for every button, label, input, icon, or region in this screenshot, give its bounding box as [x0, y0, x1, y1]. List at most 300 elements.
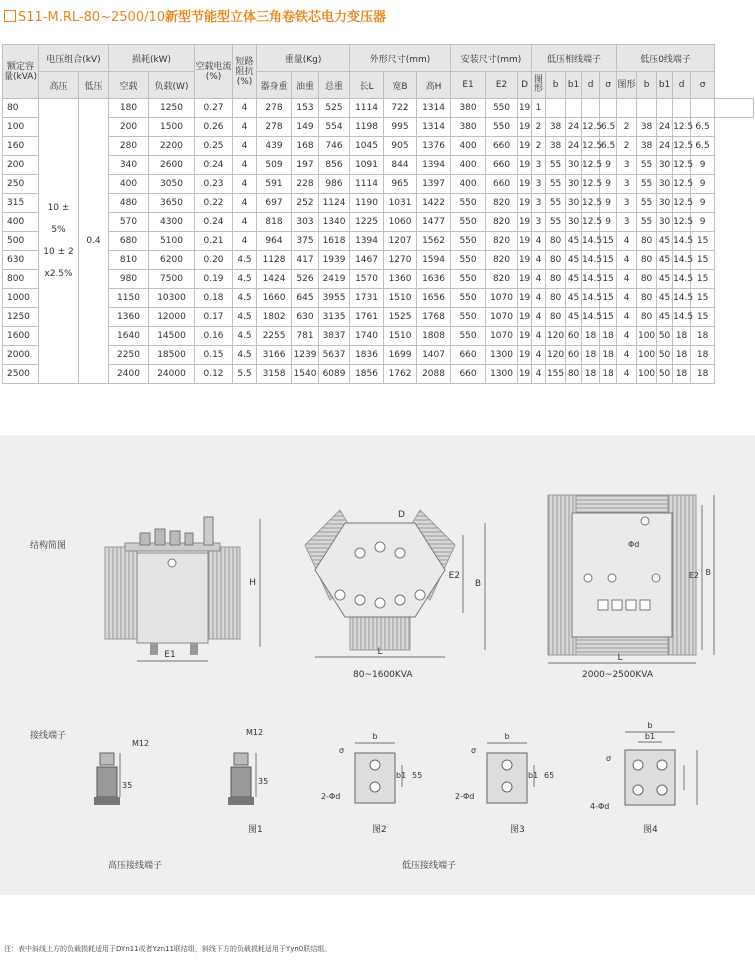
- table-cell: 660: [486, 175, 518, 194]
- table-cell: 2500: [3, 365, 39, 384]
- table-cell: 500: [3, 232, 39, 251]
- table-cell: 800: [3, 270, 39, 289]
- table-cell: 12.5: [582, 213, 600, 232]
- dim-35-label-2: 35: [258, 777, 269, 786]
- th-hei: 高H: [417, 72, 451, 99]
- th-e2: E2: [486, 72, 518, 99]
- table-cell: 1740: [350, 327, 384, 346]
- table-cell: 3955: [319, 289, 350, 308]
- table-cell: 1500: [149, 118, 195, 137]
- th-oil: 油重: [292, 72, 319, 99]
- table-cell: 0.24: [195, 156, 233, 175]
- table-cell: 4: [617, 289, 637, 308]
- table-cell: 15: [691, 232, 715, 251]
- table-cell: 2: [532, 137, 546, 156]
- table-cell: 3: [617, 194, 637, 213]
- th-dd: d: [582, 72, 600, 99]
- table-cell: 38: [546, 118, 566, 137]
- table-cell: 18: [691, 365, 715, 384]
- table-cell: 24: [566, 137, 582, 156]
- table-cell: 18500: [149, 346, 195, 365]
- table-cell: 3135: [319, 308, 350, 327]
- table-cell: 12000: [149, 308, 195, 327]
- table-cell: 1407: [417, 346, 451, 365]
- table-cell: 45: [566, 308, 582, 327]
- table-cell: 4.5: [233, 346, 257, 365]
- table-cell: 2: [617, 137, 637, 156]
- table-cell: 550: [451, 308, 486, 327]
- th-body: 器身重: [257, 72, 292, 99]
- table-cell: 0.19: [195, 270, 233, 289]
- th-b: b: [546, 72, 566, 99]
- terminal-label: 接线端子: [30, 731, 67, 741]
- table-cell: 1570: [350, 270, 384, 289]
- th-total: 总重: [319, 72, 350, 99]
- dim-b-label-2: B: [705, 568, 711, 577]
- table-cell: 630: [3, 251, 39, 270]
- table-cell: 4.5: [233, 251, 257, 270]
- table-cell: 1394: [350, 232, 384, 251]
- lv-terminal-fig3-drawing: [487, 743, 534, 803]
- dim-65-label: 65: [544, 771, 555, 780]
- table-cell: 100: [637, 346, 657, 365]
- table-cell: 1250: [3, 308, 39, 327]
- table-cell: 2400: [109, 365, 149, 384]
- dim-2phid-label-fig3: 2-Φd: [455, 792, 475, 801]
- table-cell: 55: [546, 213, 566, 232]
- table-cell: 781: [292, 327, 319, 346]
- table-cell: 4: [233, 213, 257, 232]
- table-cell: 5.5: [233, 365, 257, 384]
- table-cell: 400: [451, 175, 486, 194]
- table-cell: 550: [451, 327, 486, 346]
- table-cell: 4: [617, 270, 637, 289]
- dim-b-label-fig3: b: [504, 732, 510, 741]
- table-cell: 9: [691, 194, 715, 213]
- table-cell: 1360: [384, 270, 417, 289]
- table-cell: 6.5: [600, 137, 617, 156]
- table-cell: 844: [384, 156, 417, 175]
- table-cell: 1525: [384, 308, 417, 327]
- table-cell: [546, 99, 566, 118]
- th-b-0: b: [637, 72, 657, 99]
- table-cell: 697: [257, 194, 292, 213]
- dim-b-label-1: B: [474, 579, 481, 589]
- th-load: 负载(W): [149, 72, 195, 99]
- table-cell: 2088: [417, 365, 451, 384]
- checkbox-icon: [4, 10, 16, 22]
- table-cell: 9: [691, 175, 715, 194]
- table-cell: 6.5: [600, 118, 617, 137]
- table-cell: 1594: [417, 251, 451, 270]
- table-cell: 1510: [384, 327, 417, 346]
- table-cell: 1070: [486, 327, 518, 346]
- table-cell: 38: [637, 118, 657, 137]
- table-cell: 400: [451, 137, 486, 156]
- table-cell: 45: [657, 251, 673, 270]
- table-cell: 80: [637, 270, 657, 289]
- table-cell: 19: [518, 308, 532, 327]
- table-cell: 2000: [3, 346, 39, 365]
- table-row: [3, 137, 754, 156]
- table-cell: 45: [657, 289, 673, 308]
- table-cell: 722: [384, 99, 417, 118]
- table-cell: 19: [518, 213, 532, 232]
- table-cell: 3: [617, 175, 637, 194]
- table-cell: 660: [486, 156, 518, 175]
- lv-terminal-fig2-drawing: [355, 743, 402, 803]
- range-label-1: 80~1600KVA: [353, 670, 413, 680]
- table-cell: 375: [292, 232, 319, 251]
- structure-label: 结构简图: [30, 541, 67, 551]
- table-cell: 55: [546, 156, 566, 175]
- table-cell: 4: [233, 137, 257, 156]
- dim-phid-label: Φd: [628, 540, 640, 549]
- dim-4phid-label: 4-Φd: [590, 802, 610, 811]
- table-cell: 1070: [486, 308, 518, 327]
- table-cell: 12.5: [582, 118, 600, 137]
- dim-sigma-label-fig4: σ: [606, 754, 612, 763]
- hv-terminal-label: 高压接线端子: [108, 861, 163, 871]
- table-cell: 2419: [319, 270, 350, 289]
- th-hv: 高压: [39, 72, 79, 99]
- table-cell: 30: [657, 156, 673, 175]
- table-cell: 55: [546, 175, 566, 194]
- table-cell: 120: [546, 346, 566, 365]
- table-cell: [673, 99, 691, 118]
- table-cell: 4: [617, 232, 637, 251]
- th-dd-0: d: [673, 72, 691, 99]
- table-cell: 1636: [417, 270, 451, 289]
- dim-2phid-label-fig2: 2-Φd: [321, 792, 341, 801]
- table-cell: 80: [3, 99, 39, 118]
- table-cell: 55: [637, 213, 657, 232]
- table-cell: 1124: [319, 194, 350, 213]
- table-cell: 526: [292, 270, 319, 289]
- table-cell: 1761: [350, 308, 384, 327]
- table-cell: 228: [292, 175, 319, 194]
- table-cell: [715, 99, 754, 118]
- table-cell: 400: [3, 213, 39, 232]
- table-cell: 591: [257, 175, 292, 194]
- table-cell: 80: [637, 251, 657, 270]
- table-cell: 19: [518, 365, 532, 384]
- table-cell: 1660: [257, 289, 292, 308]
- hv-voltage-hv1: 10 ±: [47, 203, 70, 213]
- table-cell: 252: [292, 194, 319, 213]
- table-cell: 1300: [486, 365, 518, 384]
- table-cell: 1045: [350, 137, 384, 156]
- dim-sigma-label-fig3: σ: [471, 746, 477, 755]
- table-cell: 24: [657, 137, 673, 156]
- table-cell: 120: [546, 327, 566, 346]
- table-cell: 14.5: [673, 308, 691, 327]
- table-cell: 6089: [319, 365, 350, 384]
- table-cell: 100: [637, 365, 657, 384]
- table-cell: 45: [566, 270, 582, 289]
- table-cell: 4.5: [233, 327, 257, 346]
- table-cell: 30: [657, 194, 673, 213]
- table-cell: 1198: [350, 118, 384, 137]
- table-cell: 30: [657, 175, 673, 194]
- table-cell: 14.5: [582, 232, 600, 251]
- table-cell: 9: [600, 194, 617, 213]
- table-cell: 856: [319, 156, 350, 175]
- range-label-2: 2000~2500KVA: [582, 670, 653, 680]
- table-cell: 3: [617, 156, 637, 175]
- table-cell: 570: [109, 213, 149, 232]
- table-cell: 14.5: [673, 289, 691, 308]
- th-lv-phase: 低压相线端子: [532, 45, 617, 72]
- table-cell: 19: [518, 118, 532, 137]
- table-cell: 45: [657, 308, 673, 327]
- table-cell: 4: [617, 365, 637, 384]
- table-cell: 200: [109, 118, 149, 137]
- table-cell: 14.5: [673, 232, 691, 251]
- table-cell: 18: [582, 346, 600, 365]
- table-cell: 24: [566, 118, 582, 137]
- table-cell: 0.26: [195, 118, 233, 137]
- table-cell: 30: [657, 213, 673, 232]
- dim-35-label-1: 35: [122, 781, 133, 790]
- table-cell: 1808: [417, 327, 451, 346]
- table-row: [3, 308, 754, 327]
- table-cell: 1424: [257, 270, 292, 289]
- table-cell: 4: [532, 289, 546, 308]
- table-cell: 14.5: [582, 289, 600, 308]
- table-cell: 12.5: [673, 137, 691, 156]
- table-cell: 160: [3, 137, 39, 156]
- table-cell: 1: [532, 99, 546, 118]
- fig4-label: 图4: [643, 825, 658, 835]
- table-cell: 60: [566, 346, 582, 365]
- top-view-triangle-drawing: [305, 510, 485, 657]
- hv-voltage-hv2: 5%: [51, 225, 66, 235]
- fig1-label: 图1: [248, 825, 263, 835]
- table-cell: 80: [546, 270, 566, 289]
- dim-e2-label-1: E2: [448, 571, 460, 581]
- table-cell: 30: [566, 213, 582, 232]
- table-cell: 19: [518, 156, 532, 175]
- table-cell: 14500: [149, 327, 195, 346]
- th-len: 长L: [350, 72, 384, 99]
- table-cell: 55: [637, 156, 657, 175]
- table-cell: 1314: [417, 118, 451, 137]
- dim-b-label-fig4: b: [647, 721, 653, 730]
- table-cell: 1618: [319, 232, 350, 251]
- table-cell: 550: [451, 213, 486, 232]
- th-b1-0: b1: [657, 72, 673, 99]
- table-cell: 9: [600, 156, 617, 175]
- table-cell: 820: [486, 251, 518, 270]
- table-cell: 30: [566, 194, 582, 213]
- table-cell: 15: [691, 270, 715, 289]
- table-cell: 4: [233, 156, 257, 175]
- table-cell: 197: [292, 156, 319, 175]
- dim-e1-label: E1: [164, 650, 176, 660]
- table-cell: [657, 99, 673, 118]
- table-cell: 4: [532, 251, 546, 270]
- table-cell: 18: [673, 365, 691, 384]
- table-cell: 12.5: [582, 137, 600, 156]
- table-cell: 14.5: [582, 251, 600, 270]
- hv-voltage-hv4: x2.5%: [44, 269, 73, 279]
- table-cell: 6.5: [691, 137, 715, 156]
- table-cell: 80: [546, 251, 566, 270]
- table-cell: 1510: [384, 289, 417, 308]
- table-cell: [600, 99, 617, 118]
- table-cell: 6200: [149, 251, 195, 270]
- table-cell: 200: [3, 156, 39, 175]
- table-cell: 1699: [384, 346, 417, 365]
- table-cell: 630: [292, 308, 319, 327]
- table-row: [3, 194, 754, 213]
- th-lv-neutral: 低压0线端子: [617, 45, 715, 72]
- table-cell: 2255: [257, 327, 292, 346]
- th-voltage: 电压组合(kV): [39, 45, 109, 72]
- table-cell: 19: [518, 251, 532, 270]
- th-weight: 重量(Kg): [257, 45, 350, 72]
- table-cell: 1768: [417, 308, 451, 327]
- table-cell: 19: [518, 175, 532, 194]
- table-cell: 550: [486, 118, 518, 137]
- table-cell: 1270: [384, 251, 417, 270]
- table-row: [3, 346, 754, 365]
- table-cell: [637, 99, 657, 118]
- table-cell: 986: [319, 175, 350, 194]
- th-current: 空载电流(%): [195, 45, 233, 99]
- page-title: [4, 6, 386, 25]
- table-cell: [617, 99, 637, 118]
- table-cell: 80: [637, 232, 657, 251]
- table-cell: 15: [600, 232, 617, 251]
- table-row: [3, 289, 754, 308]
- table-cell: 1000: [3, 289, 39, 308]
- table-cell: 2200: [149, 137, 195, 156]
- table-cell: 4300: [149, 213, 195, 232]
- table-cell: 818: [257, 213, 292, 232]
- th-e1: E1: [451, 72, 486, 99]
- th-dims: 外形尺寸(mm): [350, 45, 451, 72]
- table-cell: 3837: [319, 327, 350, 346]
- table-cell: 1225: [350, 213, 384, 232]
- table-cell: 1114: [350, 175, 384, 194]
- table-cell: 278: [257, 118, 292, 137]
- table-cell: 19: [518, 99, 532, 118]
- spec-table-body: [3, 99, 754, 384]
- table-cell: 12.5: [673, 194, 691, 213]
- table-cell: 4: [233, 194, 257, 213]
- table-cell: 1467: [350, 251, 384, 270]
- table-cell: 9: [691, 213, 715, 232]
- table-row: [3, 99, 754, 118]
- table-cell: 980: [109, 270, 149, 289]
- table-cell: 0.24: [195, 213, 233, 232]
- dim-d-label: D: [398, 510, 405, 520]
- table-cell: 4: [532, 327, 546, 346]
- table-cell: 50: [657, 327, 673, 346]
- table-cell: 0.23: [195, 175, 233, 194]
- table-cell: 168: [292, 137, 319, 156]
- table-cell: 1239: [292, 346, 319, 365]
- table-row: [3, 365, 754, 384]
- table-cell: 30: [566, 156, 582, 175]
- table-row: [3, 251, 754, 270]
- table-cell: 1939: [319, 251, 350, 270]
- table-cell: 15: [600, 289, 617, 308]
- table-cell: 1070: [486, 289, 518, 308]
- table-cell: 550: [451, 251, 486, 270]
- table-cell: 19: [518, 270, 532, 289]
- table-cell: 80: [637, 289, 657, 308]
- table-cell: 24000: [149, 365, 195, 384]
- table-cell: 12.5: [673, 156, 691, 175]
- table-cell: 50: [657, 346, 673, 365]
- th-fig: 图形: [532, 72, 546, 99]
- table-cell: 0.18: [195, 289, 233, 308]
- table-cell: 9: [600, 213, 617, 232]
- table-cell: 153: [292, 99, 319, 118]
- table-cell: 550: [451, 270, 486, 289]
- table-cell: 0.15: [195, 346, 233, 365]
- table-cell: 3: [532, 156, 546, 175]
- table-cell: 905: [384, 137, 417, 156]
- table-cell: 1114: [350, 99, 384, 118]
- table-cell: 1091: [350, 156, 384, 175]
- table-cell: 509: [257, 156, 292, 175]
- table-cell: 15: [600, 251, 617, 270]
- dim-e2-label-2: E2: [688, 571, 699, 580]
- table-cell: 303: [292, 213, 319, 232]
- table-cell: 12.5: [673, 118, 691, 137]
- table-cell: 1640: [109, 327, 149, 346]
- spec-table: [2, 44, 754, 384]
- table-cell: 1207: [384, 232, 417, 251]
- table-cell: 0.12: [195, 365, 233, 384]
- table-cell: 7500: [149, 270, 195, 289]
- table-cell: 1340: [319, 213, 350, 232]
- table-cell: 60: [566, 327, 582, 346]
- side-view-drawing: [105, 517, 260, 661]
- th-lv: 低压: [79, 72, 109, 99]
- table-cell: 18: [600, 365, 617, 384]
- table-cell: 550: [451, 194, 486, 213]
- table-cell: 1128: [257, 251, 292, 270]
- table-cell: 3158: [257, 365, 292, 384]
- table-cell: 180: [109, 99, 149, 118]
- table-cell: 149: [292, 118, 319, 137]
- table-cell: 12.5: [582, 156, 600, 175]
- table-cell: 45: [566, 232, 582, 251]
- table-cell: 100: [637, 327, 657, 346]
- table-cell: 964: [257, 232, 292, 251]
- table-cell: 18: [582, 327, 600, 346]
- table-row: [3, 175, 754, 194]
- table-cell: 45: [657, 270, 673, 289]
- table-cell: 80: [546, 289, 566, 308]
- title-name: 新型节能型立体三角卷铁芯电力变压器: [165, 10, 387, 25]
- table-cell: 24: [657, 118, 673, 137]
- dim-m12-label-1: M12: [132, 739, 150, 748]
- lv-terminal-fig4-drawing: [625, 732, 697, 805]
- table-cell: 15: [691, 251, 715, 270]
- th-no-load: 空载: [109, 72, 149, 99]
- table-cell: 9: [600, 175, 617, 194]
- table-row: [3, 118, 754, 137]
- table-cell: 4: [532, 270, 546, 289]
- table-cell: 1376: [417, 137, 451, 156]
- table-cell: 18: [673, 327, 691, 346]
